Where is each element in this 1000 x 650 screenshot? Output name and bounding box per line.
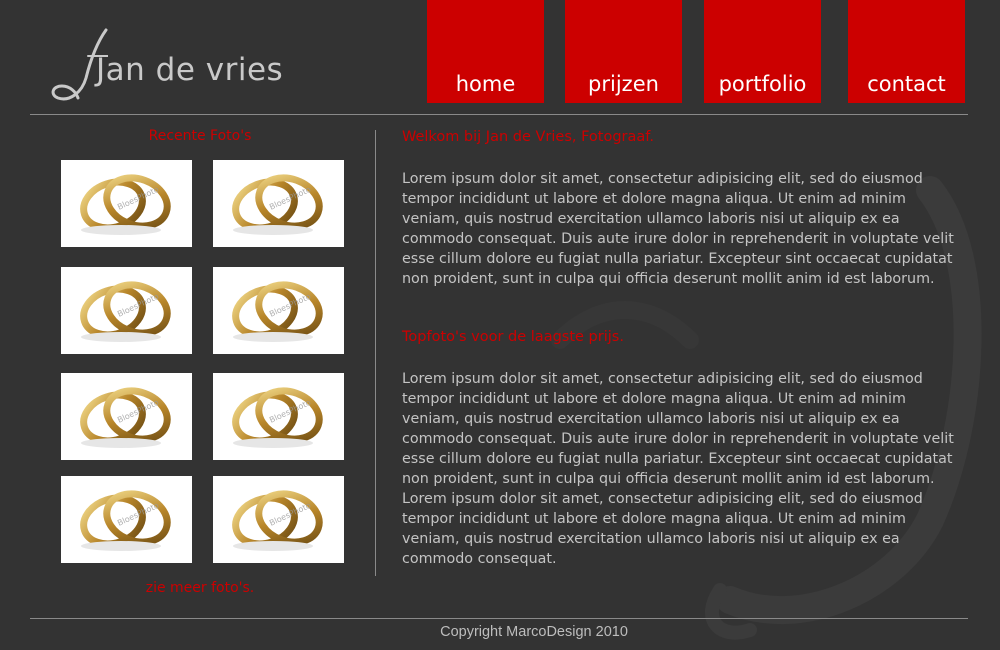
pricing-paragraph: Lorem ipsum dolor sit amet, consectetur adipisicing elit, sed do eiusmod tempor incididunt ut labore et dolore magna aliqua. Ut enim ad minim veniam, quis nostrud exercitation ullamco laboris nisi ut aliquip ex ea commodo consequat. Duis aute irure dolor in reprehenderit in voluptate velit esse cillum dolore eu fugiat nulla pariatur. Excepteur sint occaecat cupidatat non proident, sunt in culpa qui officia deserunt mollit anim id est laborum. Lorem ipsum dolor sit amet, consectetur adipisicing elit, sed do eiusmod tempor incididunt ut labore et dolore magna aliqua. Ut enim ad minim veniam, quis nostrud exercitation ullamco laboris nisi ut aliquip ex ea commodo consequat. bbox=[402, 371, 954, 567]
svg-text:BloesPhoto: BloesPhoto bbox=[268, 397, 313, 425]
intro-paragraph: Lorem ipsum dolor sit amet, consectetur adipisicing elit, sed do eiusmod tempor incididunt ut labore et dolore magna aliqua. Ut enim ad minim veniam, quis nostrud exercitation ullamco laboris nisi ut aliquip ex ea commodo consequat. Duis aute irure dolor in reprehenderit in voluptate velit esse cillum dolore eu fugiat nulla pariatur. Excepteur sint occaecat cupidatat non proident, sunt in culpa qui officia deserunt mollit anim id est laborum. bbox=[402, 171, 954, 287]
nav-prijzen[interactable] bbox=[565, 0, 682, 103]
nav-home[interactable] bbox=[427, 0, 544, 103]
copyright-text: Copyright MarcoDesign 2010 bbox=[440, 624, 628, 640]
photo-thumbnail-6[interactable] bbox=[213, 373, 344, 460]
welcome-heading: Welkom bij Jan de Vries, Fotograaf. bbox=[402, 129, 654, 145]
nav-portfolio-label: portfolio bbox=[718, 72, 807, 96]
svg-text:BloesPhoto: BloesPhoto bbox=[116, 397, 161, 425]
svg-text:BloesPhoto: BloesPhoto bbox=[116, 291, 161, 319]
svg-text:BloesPhoto: BloesPhoto bbox=[268, 291, 313, 319]
nav-portfolio[interactable] bbox=[704, 0, 821, 103]
rings-image bbox=[61, 476, 192, 563]
photo-thumbnail-7[interactable] bbox=[61, 476, 192, 563]
nav-home-label: home bbox=[455, 72, 516, 96]
rings-image bbox=[213, 373, 344, 460]
photo-thumbnail-8[interactable] bbox=[213, 476, 344, 563]
svg-text:BloesPhoto: BloesPhoto bbox=[268, 500, 313, 528]
svg-text:BloesPhoto: BloesPhoto bbox=[116, 184, 161, 212]
recent-photos-title: Recente Foto's bbox=[148, 128, 252, 144]
photo-thumbnail-1[interactable] bbox=[61, 160, 192, 247]
photo-thumbnail-3[interactable] bbox=[61, 267, 192, 354]
nav-contact-label: contact bbox=[867, 72, 946, 96]
photo-thumbnail-4[interactable] bbox=[213, 267, 344, 354]
rings-image bbox=[61, 373, 192, 460]
rings-image bbox=[61, 160, 192, 247]
photo-thumbnail-5[interactable] bbox=[61, 373, 192, 460]
photo-thumbnail-2[interactable] bbox=[213, 160, 344, 247]
nav-contact[interactable] bbox=[848, 0, 965, 103]
rings-image bbox=[213, 267, 344, 354]
top-photos-heading: Topfoto's voor de laagste prijs. bbox=[402, 329, 624, 345]
more-photos-link[interactable]: zie meer foto's. bbox=[145, 580, 255, 596]
rings-image bbox=[61, 267, 192, 354]
svg-text:BloesPhoto: BloesPhoto bbox=[116, 500, 161, 528]
header-divider bbox=[30, 114, 968, 115]
footer-divider bbox=[30, 618, 968, 619]
column-divider bbox=[375, 130, 376, 576]
rings-image bbox=[213, 160, 344, 247]
logo-text: Jan de vries bbox=[96, 52, 284, 88]
nav-prijzen-label: prijzen bbox=[588, 72, 659, 96]
svg-text:BloesPhoto: BloesPhoto bbox=[268, 184, 313, 212]
rings-image bbox=[213, 476, 344, 563]
